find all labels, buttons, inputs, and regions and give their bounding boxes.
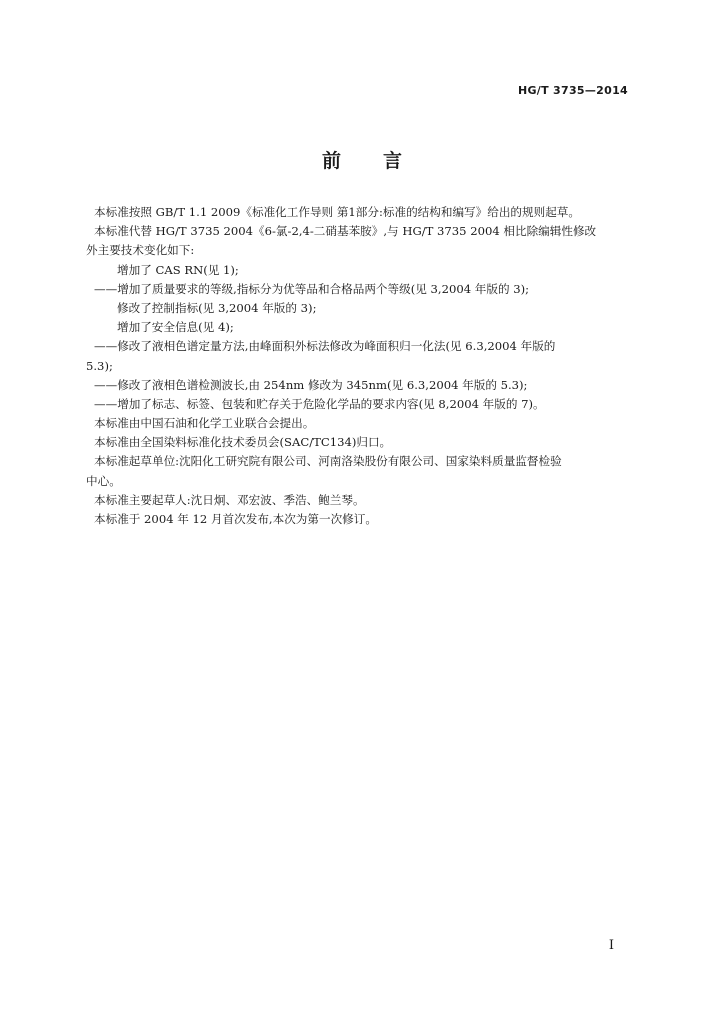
paragraph-proposed-by: 本标准由中国石油和化学工业联合会提出。 [94, 416, 315, 431]
change-item: ——修改了液相色谱定量方法,由峰面积外标法修改为峰面积归一化法(见 6.3,2004 年版的 [94, 339, 556, 354]
change-item-cont: 5.3); [86, 358, 113, 373]
paragraph-drafting-units: 本标准起草单位:沈阳化工研究院有限公司、河南洛染股份有限公司、国家染料质量监督检验 [94, 454, 562, 469]
change-item: ——修改了液相色谱检测波长,由 254nm 修改为 345nm(见 6.3,2004 年版的 5.3); [94, 377, 528, 392]
change-item: ——增加了质量要求的等级,指标分为优等品和合格品两个等级(见 3,2004 年版的 3); [94, 281, 530, 296]
paragraph-under-jurisdiction: 本标准由全国染料标准化技术委员会(SAC/TC134)归口。 [94, 435, 392, 450]
change-item: 修改了控制指标(见 3,2004 年版的 3); [117, 300, 317, 315]
title-char-1: 前 [321, 150, 341, 172]
page-number: I [608, 938, 614, 953]
paragraph-issue-history: 本标准于 2004 年 12 月首次发布,本次为第一次修订。 [94, 512, 377, 526]
page-title [0, 146, 724, 173]
foreword-body [86, 203, 634, 529]
paragraph-drafters: 本标准主要起草人:沈日炯、邓宏波、季浩、鲍兰琴。 [94, 492, 365, 507]
paragraph-drafting-rules: 本标准按照 GB/T 1.1 2009《标准化工作导则 第1部分:标准的结构和编写》给出的规则起草。 [94, 205, 580, 219]
change-item: 增加了 CAS RN(见 1); [117, 262, 239, 277]
change-item: ——增加了标志、标签、包装和贮存关于危险化学品的要求内容(见 8,2004 年版的 7)。 [94, 396, 545, 411]
paragraph-replaces: 本标准代替 HG/T 3735 2004《6-氯-2,4-二硝基苯胺》,与 HG/T 3735 2004 相比除编辑性修改 [94, 224, 597, 239]
title-char-2: 言 [383, 150, 403, 172]
change-item: 增加了安全信息(见 4); [117, 320, 234, 335]
standard-number: HG/T 3735—2014 [517, 84, 628, 97]
paragraph-drafting-units-cont: 中心。 [86, 473, 121, 488]
paragraph-replaces-cont: 外主要技术变化如下: [86, 243, 195, 258]
